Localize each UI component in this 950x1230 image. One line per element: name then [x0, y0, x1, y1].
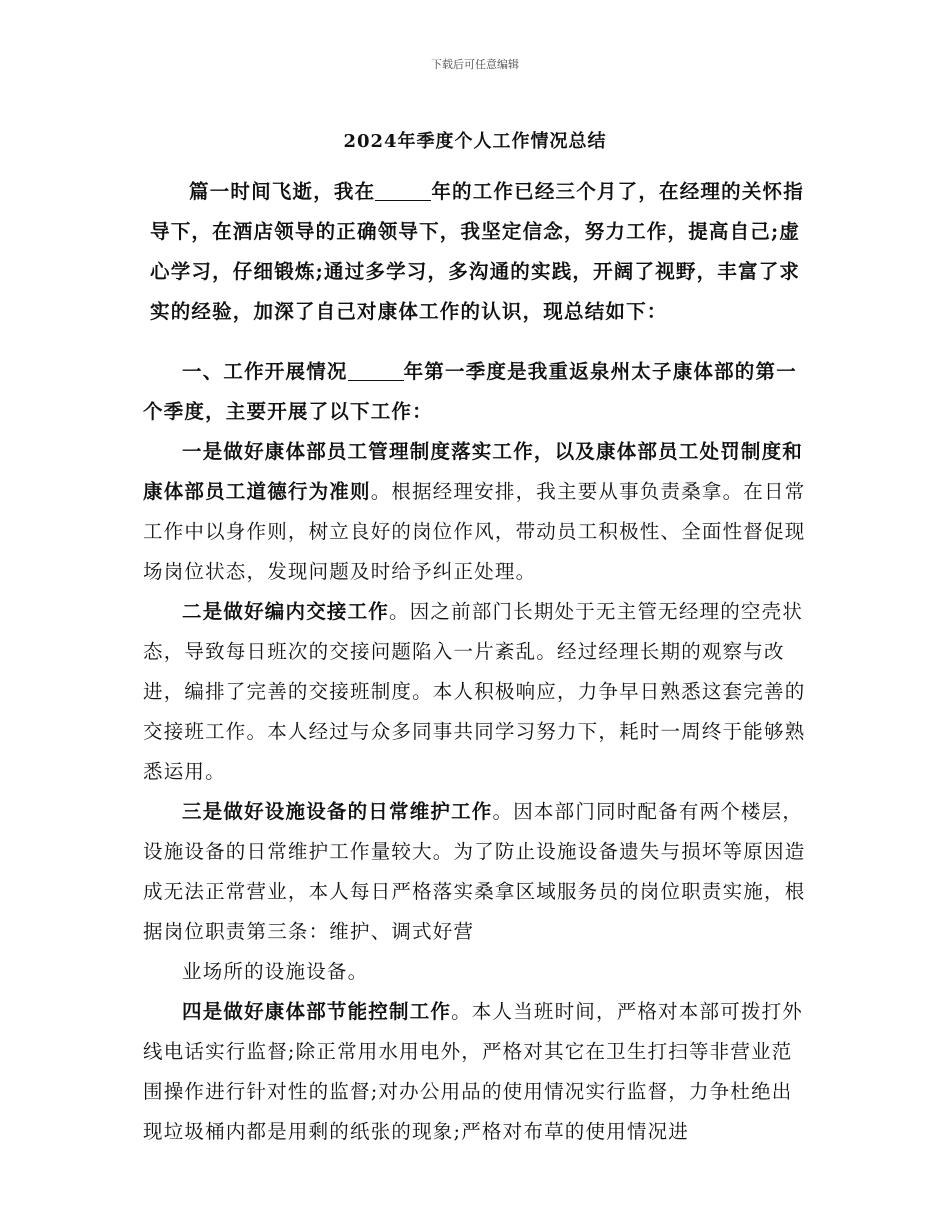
item-paragraph-4	[143, 992, 813, 1152]
section-heading-text: 一、工作开展情况	[182, 360, 348, 383]
item-heading-4: 四是做好康体部节能控制工作	[182, 1000, 452, 1023]
item-text-1: 。根据经理安排，我主要从事负责桑拿。在日常工作中以身作则，树立良好的岗位作风，带动员工积极性、全面性督促现场岗位状态，发现问题及时给予纠正处理。	[143, 480, 806, 583]
item-paragraph-1	[143, 432, 813, 592]
item-paragraph-2	[143, 592, 813, 792]
blank-line	[375, 181, 431, 202]
document-title: 2024年季度个人工作情况总结	[343, 131, 607, 152]
item-paragraph-3	[143, 792, 813, 952]
intro-paragraph	[150, 172, 810, 332]
item-heading-1: 一是做好康体部员工管理制度落实工作，以及康体部员工处罚制度和康体部员工道德行为准则	[143, 440, 804, 503]
section-heading-rest: 年第一季度是我重返泉州太子康体部的第一个季度，主要开展了以下工作：	[143, 360, 797, 423]
section-heading-1	[143, 352, 813, 432]
item-heading-3: 三是做好设施设备的日常维护工作	[182, 800, 493, 823]
document-body	[143, 352, 813, 1152]
blank-line	[348, 361, 404, 382]
item-text-4: 。本人当班时间，严格对本部可拨打外线电话实行监督;除正常用水用电外，严格对其它在卫生打扫等非营业范围操作进行针对性的监督;对办公用品的使用情况实行监督，力争杜绝出现垃圾桶内都是用剩的纸张的现象;严格对布草的使用情况进	[143, 1000, 804, 1143]
intro-text-rest: 年的工作已经三个月了，在经理的关怀指导下，在酒店领导的正确领导下，我坚定信念，努力工作，提高自己;虚心学习，仔细锻炼;通过多学习，多沟通的实践，开阔了视野，丰富了求实的经验，加深了自己对康体工作的认识，现总结如下：	[150, 180, 804, 323]
page-header: 下载后可任意编辑	[431, 58, 519, 71]
item-heading-2: 二是做好编内交接工作	[182, 600, 390, 623]
item-text-3: 。因本部门同时配备有两个楼层，设施设备的日常维护工作量较大。为了防止设施设备遗失与损坏等原因造成无法正常营业，本人每日严格落实桑拿区域服务员的岗位职责实施，根据岗位职责第三条：维护、调式好营	[143, 800, 806, 943]
item-paragraph-3-continued: 业场所的设施设备。	[182, 960, 369, 983]
intro-text-start: 篇一时间飞逝，我在	[189, 180, 376, 203]
item-text-2: 。因之前部门长期处于无主管无经理的空壳状态，导致每日班次的交接问题陷入一片紊乱。经过经理长期的观察与改进，编排了完善的交接班制度。本人积极响应，力争早日熟悉这套完善的交接班工作。本人经过与众多同事共同学习努力下，耗时一周终于能够熟悉运用。	[143, 600, 806, 783]
